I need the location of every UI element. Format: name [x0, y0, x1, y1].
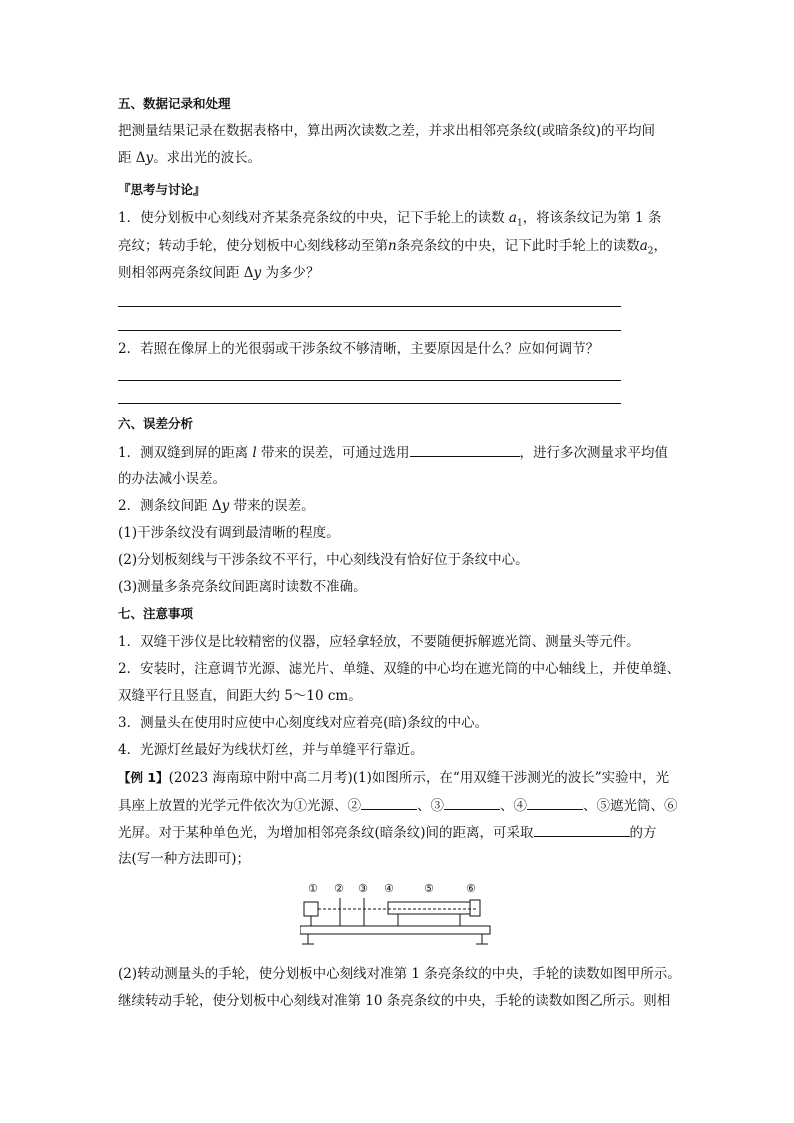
- optical-bench: [300, 926, 490, 934]
- answer-line[interactable]: [118, 330, 621, 331]
- answer-line[interactable]: [118, 380, 621, 381]
- example-line4: 法(写一种方法即可)；: [118, 851, 251, 867]
- section5-para-line1: 把测量结果记录在数据表格中，算出两次读数之差，并求出相邻亮条纹(或暗条纹)的平均间: [118, 123, 656, 139]
- fill-blank[interactable]: [410, 442, 520, 457]
- answer-line[interactable]: [118, 306, 621, 307]
- example-line6: 继续转动手轮，使分划板中心刻线对准第 10 条亮条纹的中央，手轮的读数如图乙所示。则相: [118, 993, 671, 1009]
- s7-note2-line2: 双缝平行且竖直，间距大约 5～10 cm。: [118, 688, 362, 704]
- figure-label: ②: [334, 882, 344, 895]
- figure-label: ①: [308, 882, 318, 895]
- s6-item3: (3)测量多条亮条纹间距离时读数不准确。: [118, 579, 367, 595]
- fill-blank[interactable]: [444, 795, 500, 810]
- s6-p1-line1: 1．测双缝到屏的距离 l 带来的误差，可通过选用 ，进行多次测量求平均值: [118, 442, 668, 463]
- section5-para-line2: 距 Δy。求出光的波长。: [118, 150, 262, 166]
- light-shield-tube: [388, 902, 470, 914]
- figure-label: ⑥: [466, 882, 476, 895]
- example-line2: 具座上放置的光学元件依次为①光源、② 、③ 、④ 、⑤遮光筒、⑥: [118, 795, 678, 816]
- think-heading: 『思考与讨论』: [118, 182, 206, 197]
- example-line3: 光屏。对于某种单色光，为增加相邻亮条纹(暗条纹)间的距离，可采取 的方: [118, 822, 657, 843]
- fill-blank[interactable]: [527, 795, 583, 810]
- s7-note2-line1: 2．安装时，注意调节光源、滤光片、单缝、双缝的中心均在遮光筒的中心轴线上，并使单缝、: [118, 661, 681, 677]
- example-line5: (2)转动测量头的手轮，使分划板中心刻线对准第 1 条亮条纹的中央，手轮的读数如图甲所示。: [118, 966, 681, 982]
- q2-line: 2．若照在像屏上的光很弱或干涉条纹不够清晰，主要原因是什么？应如何调节？: [118, 341, 600, 357]
- s7-note3: 3．测量头在使用时应使中心刻度线对应着亮(暗)条纹的中心。: [118, 715, 489, 731]
- fill-blank[interactable]: [534, 822, 630, 837]
- figure-label: ④: [384, 882, 394, 895]
- q1-line1: 1．使分划板中心刻线对齐某条亮条纹的中央，记下手轮上的读数 $a_1$，将该条纹记为第 1 条: [118, 210, 662, 229]
- s7-note1: 1．双缝干涉仪是比较精密的仪器，应轻拿轻放，不要随便拆解遮光筒、测量头等元件。: [118, 634, 640, 650]
- figure-label: ⑤: [424, 882, 434, 895]
- section5-heading: 五、数据记录和处理: [118, 96, 231, 111]
- screen: [470, 900, 480, 916]
- fill-blank[interactable]: [361, 795, 417, 810]
- s6-p1-line2: 的办法减小误差。: [118, 471, 226, 487]
- s7-note4: 4．光源灯丝最好为线状灯丝，并与单缝平行靠近。: [118, 742, 424, 758]
- figure-label: ③: [358, 882, 368, 895]
- example-line1: 【例 1】(2023 海南琼中附中高二月考)(1)如图所示，在“用双缝干涉测光的波长”实验中，光: [118, 770, 670, 786]
- answer-line[interactable]: [118, 403, 621, 404]
- example-label: 【例 1】: [118, 770, 169, 785]
- s6-item1: (1)干涉条纹没有调到最清晰的程度。: [118, 525, 340, 541]
- q1-line3: 则相邻两亮条纹间距 Δy 为多少？: [118, 265, 320, 281]
- section7-heading: 七、注意事项: [118, 606, 194, 621]
- optical-bench-figure: [300, 882, 500, 952]
- section6-heading: 六、误差分析: [118, 416, 194, 431]
- s6-item2: (2)分划板刻线与干涉条纹不平行，中心刻线没有恰好位于条纹中心。: [118, 552, 529, 568]
- light-source: [304, 902, 318, 916]
- s6-p2: 2．测条纹间距 Δy 带来的误差。: [118, 498, 315, 514]
- q1-line2: 亮纹；转动手轮，使分划板中心刻线移动至第n条亮条纹的中央，记下此时手轮上的读数$a_2$，: [118, 238, 667, 257]
